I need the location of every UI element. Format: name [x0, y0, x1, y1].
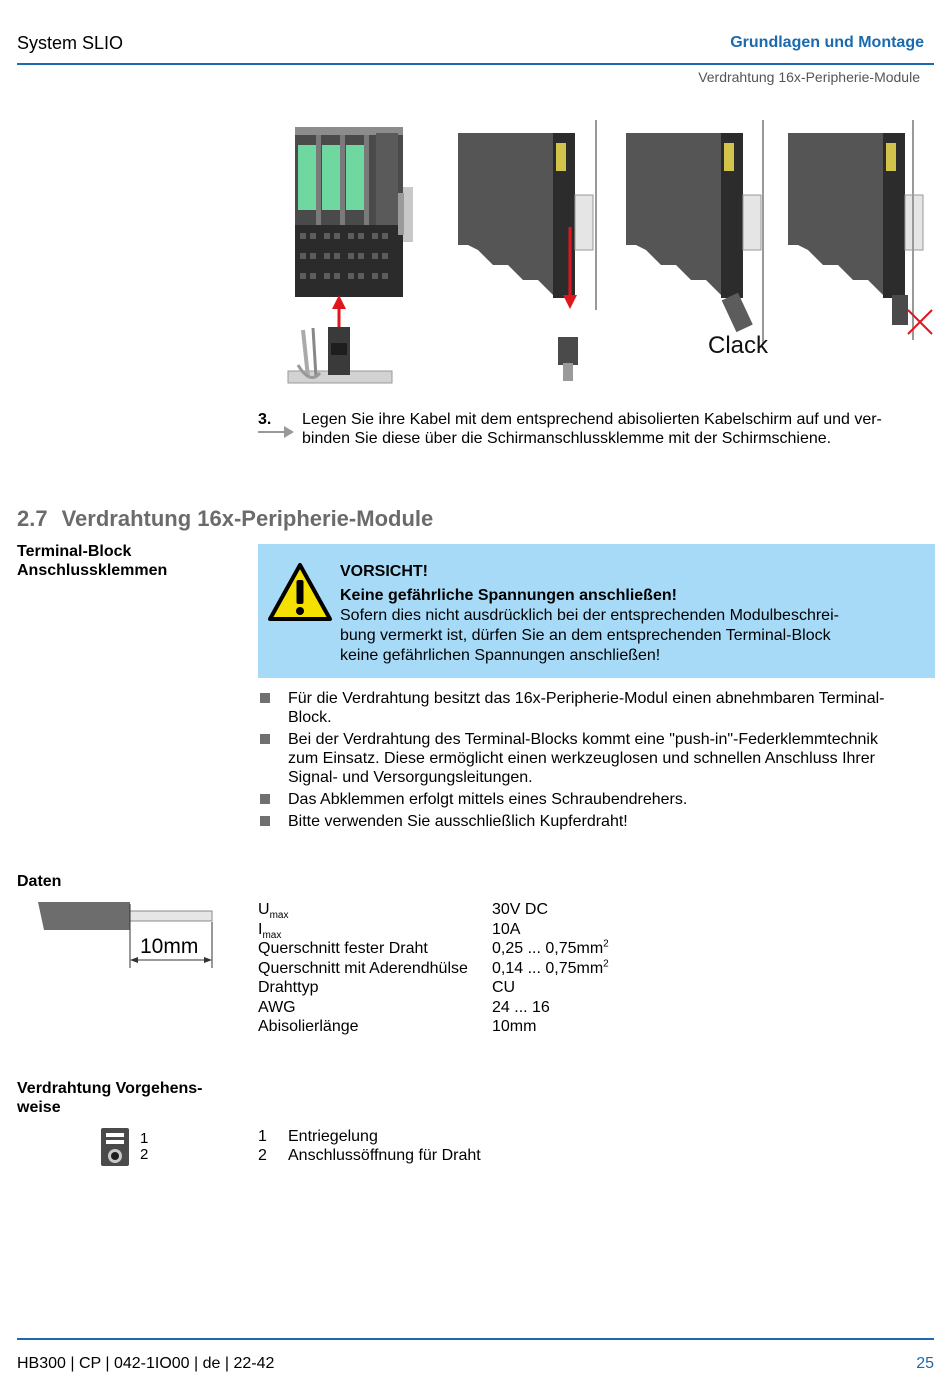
- list-item: Bei der Verdrahtung des Terminal-Blocks kommt eine "push-in"-Federklemmtechnik zum Einsatz. Diese ermöglicht einen werkzeuglosen und schnellen Anschluss Ihrer Signal- und Versorgungsleitungen.: [258, 730, 933, 787]
- table-row: Abisolierlänge 10mm: [258, 1018, 537, 1035]
- icon-label-1: 1: [140, 1130, 149, 1147]
- module-front-view: [288, 127, 413, 383]
- table-row: Drahttyp CU: [258, 979, 516, 996]
- table-row: Querschnitt mit Aderendhülse 0,14 ... $0,75mm^2$: [258, 958, 609, 977]
- section-number: 2.7: [17, 506, 48, 531]
- caution-subheading: Keine gefährliche Spannungen anschließen!: [340, 587, 677, 604]
- caution-heading: VORSICHT!: [340, 563, 428, 580]
- table-row: Querschnitt fester Draht 0,25 ... $0,75mm^2$: [258, 938, 609, 957]
- step-text: Legen Sie ihre Kabel mit dem entsprechend abisolierten Kabelschirm auf und ver- binden Sie diese über die Schirmanschlussklemme mit der Schirmschiene.: [302, 411, 882, 447]
- step-number: 3.: [258, 411, 272, 428]
- warning-triangle-icon: [267, 562, 333, 622]
- strip-length-label: 10mm: [140, 935, 199, 958]
- caution-text: VORSICHT! Keine gefährliche Spannungen anschließen! Sofern dies nicht ausdrücklich bei der entsprechenden Modulbeschrei- bung vermerkt ist, dürfen Sie an dem entsprechenden Terminal-Block keine gefährlichen Spannungen anschließen!: [340, 562, 920, 666]
- data-table: [258, 900, 609, 1037]
- table-row: $I_{max}$ 10A: [258, 920, 521, 941]
- bullet-square-icon: [260, 734, 270, 744]
- bullet-square-icon: [260, 816, 270, 826]
- list-item: Das Abklemmen erfolgt mittels eines Schraubendrehers.: [258, 790, 933, 809]
- caution-box: [258, 544, 935, 678]
- side-heading-procedure: Verdrahtung Vorgehens- weise: [17, 1080, 203, 1116]
- side-heading-terminal-block: Terminal-Block Anschlussklemmen: [17, 543, 168, 579]
- clack-label: Clack: [708, 332, 769, 359]
- header-divider: [17, 63, 934, 65]
- bullet-square-icon: [260, 693, 270, 703]
- module-side-view-3: [788, 120, 932, 340]
- side-heading-daten: Daten: [17, 873, 62, 890]
- terminal-slot-icon: [101, 1128, 129, 1166]
- section-subtitle: Verdrahtung 16x-Peripherie-Module: [698, 69, 920, 85]
- section-heading: [17, 506, 433, 532]
- module-side-view-2: [626, 120, 763, 345]
- document-title: System SLIO: [17, 33, 124, 53]
- bullet-square-icon: [260, 794, 270, 804]
- list-item: 1 Entriegelung: [258, 1128, 378, 1145]
- mounting-illustration: [258, 115, 938, 395]
- list-item: Bitte verwenden Sie ausschließlich Kupferdraht!: [258, 812, 933, 831]
- chapter-title: Grundlagen und Montage: [730, 34, 924, 51]
- procedure-legend: [258, 1127, 481, 1165]
- step-arrow-icon: [258, 426, 294, 438]
- list-item: 2 Anschlussöffnung für Draht: [258, 1147, 481, 1164]
- list-item: Für die Verdrahtung besitzt das 16x-Peripherie-Modul einen abnehmbaren Terminal- Block.: [258, 689, 933, 727]
- icon-label-2: 2: [140, 1146, 149, 1163]
- table-row: AWG 24 ... 16: [258, 998, 550, 1016]
- table-row: $U_{max}$ 30V DC: [258, 901, 549, 922]
- footer-divider: [17, 1338, 934, 1340]
- bullet-list: [258, 689, 933, 834]
- page-number: 25: [916, 1355, 934, 1372]
- module-side-view-1: [458, 120, 596, 381]
- footer-doc-id: HB300 | CP | 042-1IO00 | de | 22-42: [17, 1355, 275, 1372]
- section-title: Verdrahtung 16x-Peripherie-Module: [61, 506, 434, 531]
